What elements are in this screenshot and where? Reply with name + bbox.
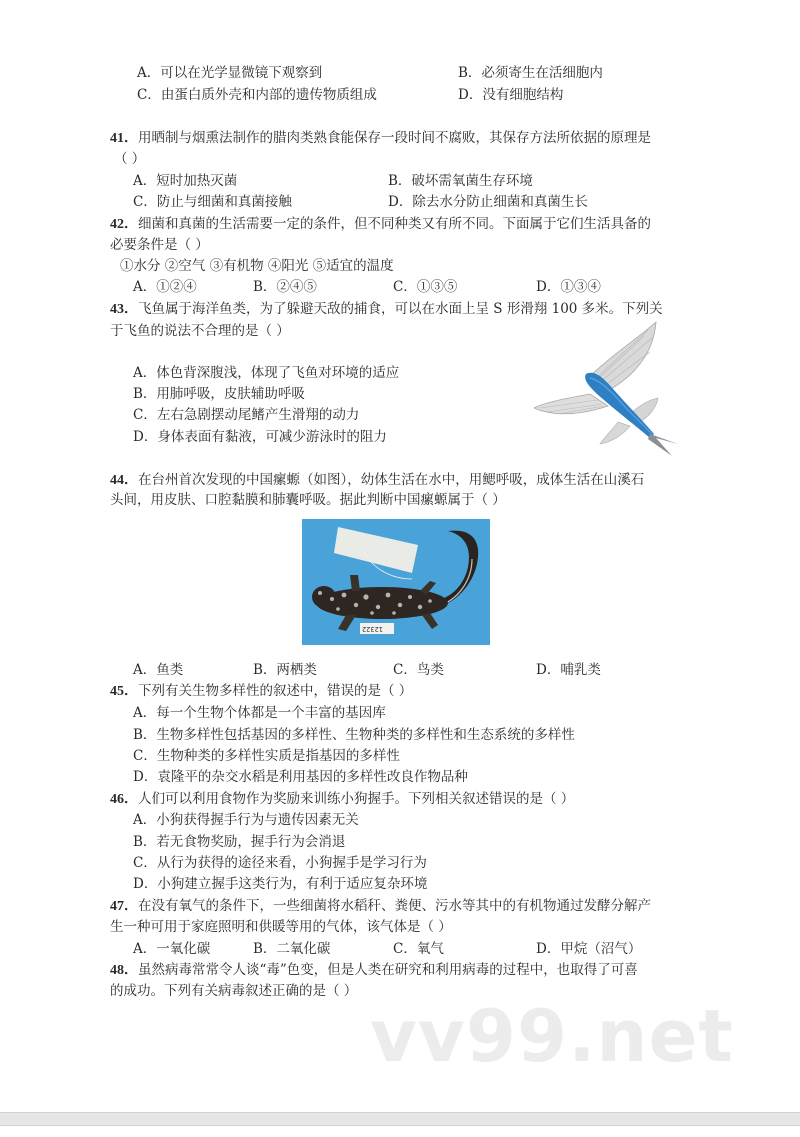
q42-option-a: A．①②④ bbox=[133, 279, 197, 295]
q45-option-c: C．生物种类的多样性实质是指基因的多样性 bbox=[133, 748, 400, 764]
q42-option-b: B．②④⑤ bbox=[253, 279, 317, 295]
question-stem: 飞鱼属于海洋鱼类，为了躲避天敌的捕食，可以在水面上呈 S 形滑翔 100 多米。下列关 bbox=[138, 301, 663, 317]
q43-option-d: D．身体表面有黏液，可减少游泳时的阻力 bbox=[133, 429, 387, 445]
question-stem: 下列有关生物多样性的叙述中，错误的是（ ） bbox=[138, 683, 413, 699]
question-stem: 在台州首次发现的中国瘰螈（如图），幼体生活在水中，用鳃呼吸，成体生活在山溪石 bbox=[138, 472, 645, 488]
question-stem-cont: 的成功。下列有关病毒叙述正确的是（ ） bbox=[110, 983, 358, 999]
question-stem-cont: 生一种可用于家庭照明和供暖等用的气体，该气体是（ ） bbox=[110, 919, 452, 935]
question-stem: 细菌和真菌的生活需要一定的条件，但不同种类又有所不同。下面属于它们生活具备的 bbox=[138, 216, 651, 232]
question-stem: 在没有氧气的条件下，一些细菌将水稻秆、粪便、污水等其中的有机物通过发酵分解产 bbox=[138, 898, 651, 914]
question-stem-cont: 必要条件是（ ） bbox=[110, 237, 209, 253]
question-number: 45． bbox=[110, 684, 138, 699]
q46-option-d: D．小狗建立握手这类行为，有利于适应复杂环境 bbox=[133, 876, 428, 892]
q46-option-a: A．小狗获得握手行为与遗传因素无关 bbox=[133, 812, 359, 828]
q47-option-d: D．甲烷（沼气） bbox=[536, 941, 642, 957]
question-stem-cont: 头间，用皮肤、口腔黏膜和肺囊呼吸。据此判断中国瘰螈属于（ ） bbox=[110, 492, 506, 508]
question-number: 48． bbox=[110, 963, 138, 978]
q45-option-b: B．生物多样性包括基因的多样性、生物种类的多样性和生态系统的多样性 bbox=[133, 727, 575, 743]
page-separator bbox=[0, 1112, 800, 1126]
q43-option-b: B．用肺呼吸，皮肤辅助呼吸 bbox=[133, 386, 305, 402]
question-number: 44． bbox=[110, 473, 138, 488]
q40-option-c: C．由蛋白质外壳和内部的遗传物质组成 bbox=[137, 87, 377, 103]
q46-option-b: B．若无食物奖励，握手行为会消退 bbox=[133, 834, 346, 850]
question-number: 46． bbox=[110, 792, 138, 807]
q41-option-d: D．除去水分防止细菌和真菌生长 bbox=[388, 194, 588, 210]
q40-option-b: B．必须寄生在活细胞内 bbox=[458, 65, 603, 81]
q44-option-b: B．两栖类 bbox=[253, 662, 317, 678]
q42-option-c: C．①③⑤ bbox=[393, 279, 458, 295]
condition-list: ①水分 ②空气 ③有机物 ④阳光 ⑤适宜的温度 bbox=[120, 258, 394, 274]
salamander-illustration bbox=[302, 519, 490, 645]
q47-option-a: A．一氧化碳 bbox=[133, 941, 211, 957]
q41-option-b: B．破坏需氧菌生存环境 bbox=[388, 173, 533, 189]
q44-option-d: D．哺乳类 bbox=[536, 662, 601, 678]
q45-option-a: A．每一个生物个体都是一个丰富的基因库 bbox=[133, 705, 386, 721]
specimen-label: 12322 bbox=[362, 625, 384, 633]
q45-option-d: D．袁隆平的杂交水稻是利用基因的多样性改良作物品种 bbox=[133, 769, 468, 785]
flying-fish-image bbox=[528, 318, 684, 458]
q42-option-d: D．①③④ bbox=[536, 279, 601, 295]
q41-option-a: A．短时加热灭菌 bbox=[133, 173, 238, 189]
question-number: 42． bbox=[110, 217, 138, 232]
question-number: 41． bbox=[110, 131, 138, 146]
question-stem: 人们可以利用食物作为奖励来训练小狗握手。下列相关叙述错误的是（ ） bbox=[138, 791, 575, 807]
q47-option-c: C．氧气 bbox=[393, 941, 444, 957]
question-number: 43． bbox=[110, 302, 138, 317]
question-stem-cont: 于飞鱼的说法不合理的是（ ） bbox=[110, 323, 290, 339]
salamander-specimen-image bbox=[302, 519, 490, 645]
q44-option-c: C．鸟类 bbox=[393, 662, 444, 678]
q40-option-a: A．可以在光学显微镜下观察到 bbox=[137, 65, 323, 81]
q40-option-d: D．没有细胞结构 bbox=[458, 87, 564, 103]
q46-option-c: C．从行为获得的途径来看，小狗握手是学习行为 bbox=[133, 855, 427, 871]
question-stem: 用晒制与烟熏法制作的腊肉类熟食能保存一段时间不腐败，其保存方法所依据的原理是 bbox=[138, 130, 651, 146]
question-number: 47． bbox=[110, 899, 138, 914]
q43-option-a: A．体色背深腹浅，体现了飞鱼对环境的适应 bbox=[133, 365, 400, 381]
q43-option-c: C．左右急剧摆动尾鳍产生滑翔的动力 bbox=[133, 407, 360, 423]
answer-blank: （ ） bbox=[114, 151, 146, 167]
watermark: vv99.net bbox=[370, 994, 734, 1078]
q47-option-b: B．二氧化碳 bbox=[253, 941, 331, 957]
question-stem: 虽然病毒常常令人谈“毒”色变，但是人类在研究和利用病毒的过程中，也取得了可喜 bbox=[138, 962, 638, 978]
q44-option-a: A．鱼类 bbox=[133, 662, 184, 678]
q41-option-c: C．防止与细菌和真菌接触 bbox=[133, 194, 292, 210]
